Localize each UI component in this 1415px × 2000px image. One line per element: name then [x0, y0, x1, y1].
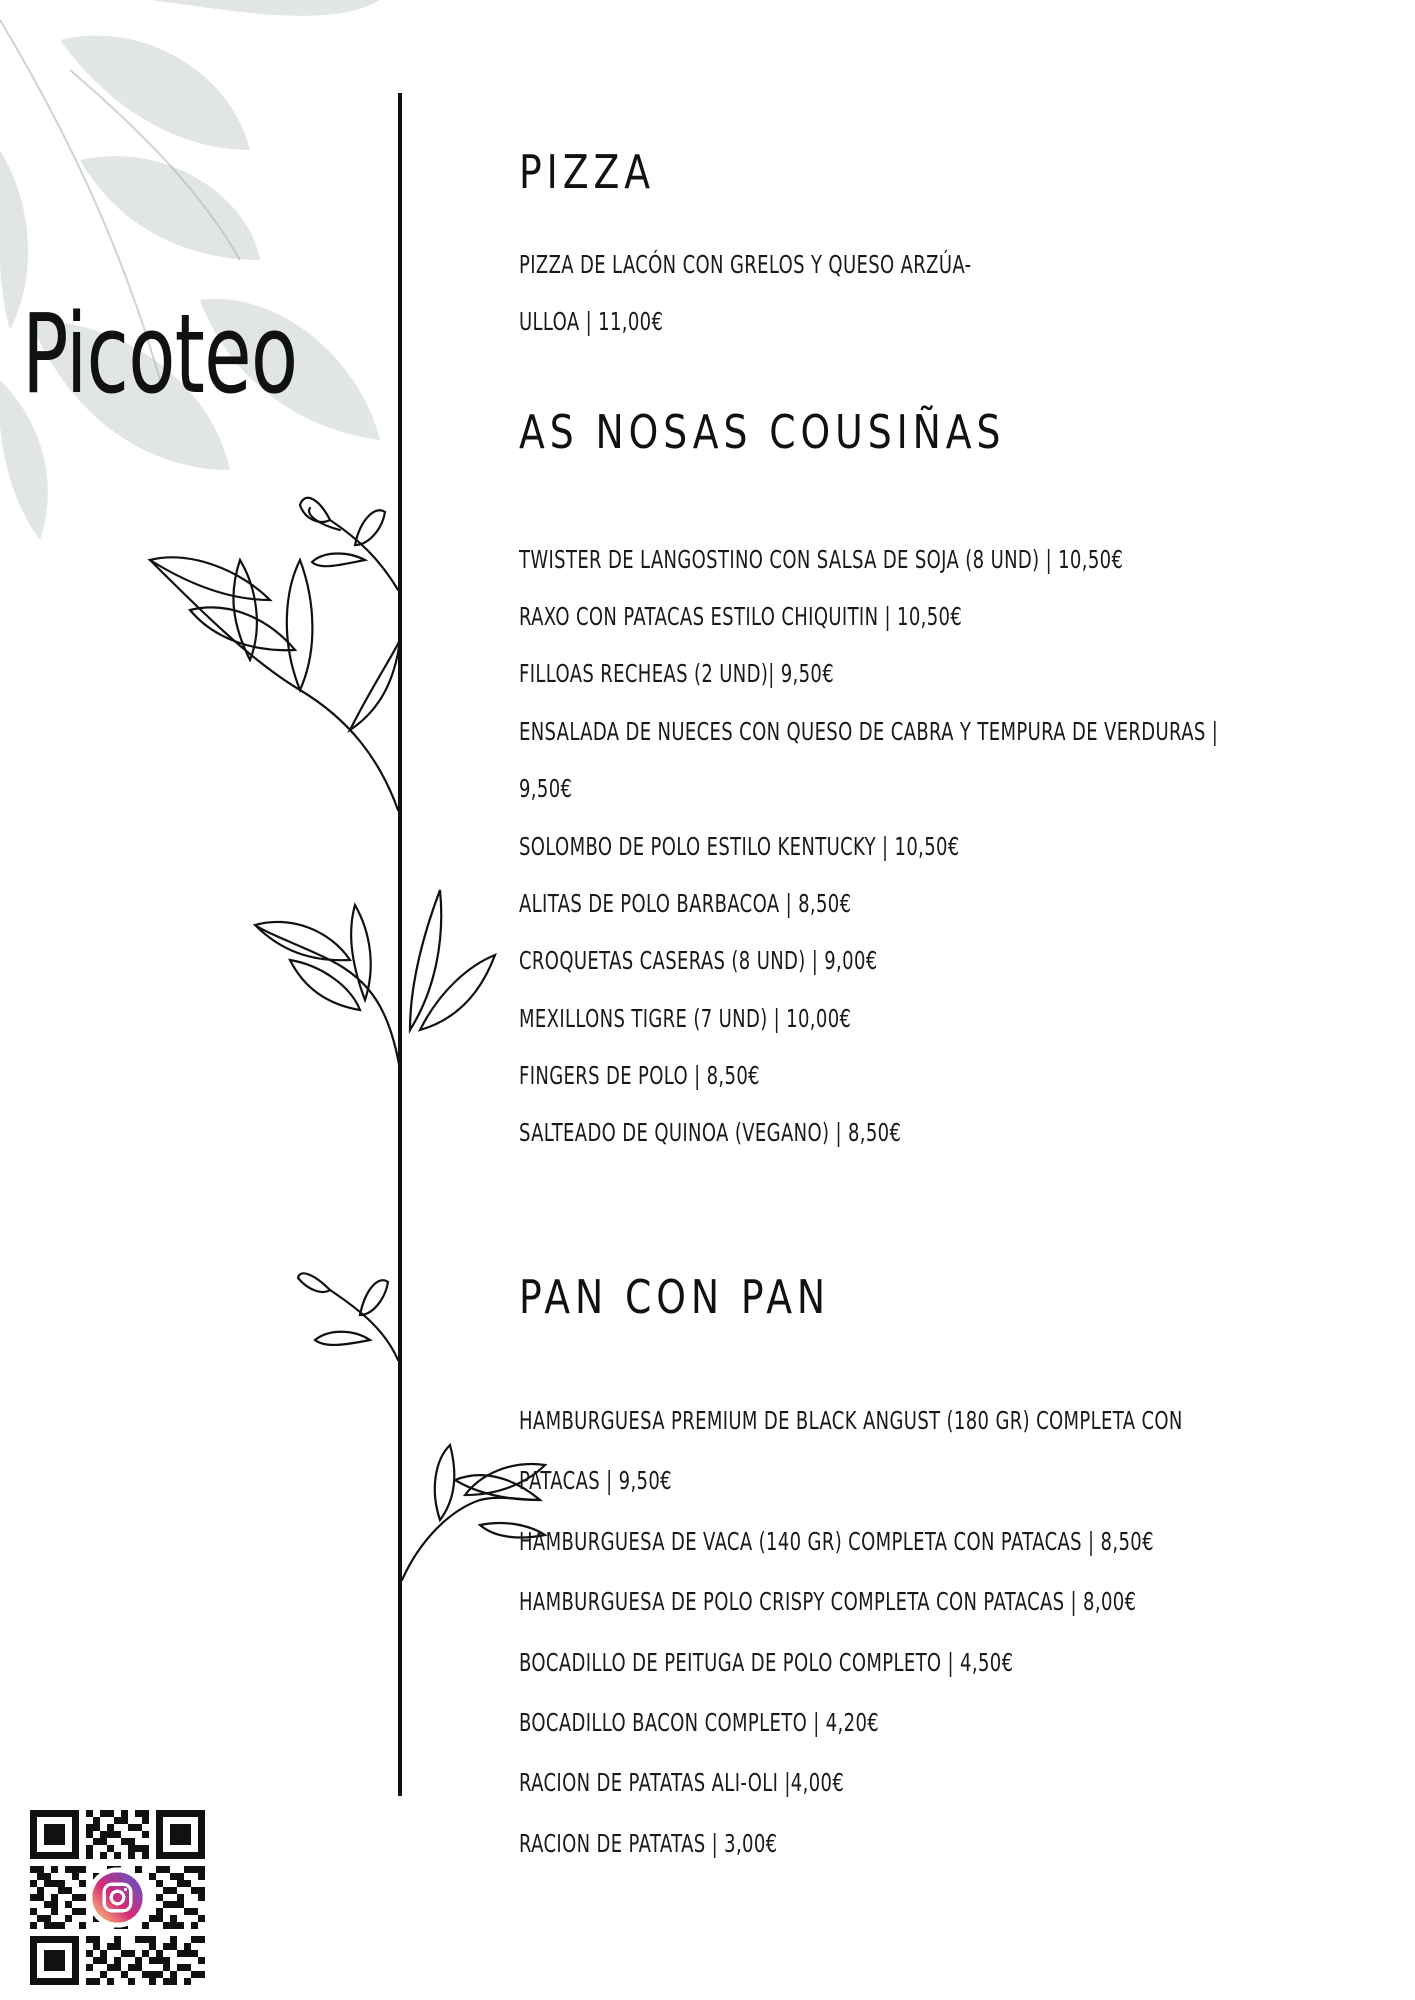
menu-item: PIZZA DE LACÓN CON GRELOS Y QUESO ARZÚA- [519, 250, 972, 279]
qr-code-icon[interactable] [30, 1810, 205, 1985]
menu-item: HAMBURGUESA DE VACA (140 GR) COMPLETA CON PATACAS | 8,50€ [519, 1527, 1154, 1556]
menu-item: RACION DE PATATAS | 3,00€ [519, 1829, 778, 1858]
menu-item: ENSALADA DE NUECES CON QUESO DE CABRA Y TEMPURA DE VERDURAS | [519, 717, 1219, 746]
menu-item: HAMBURGUESA DE POLO CRISPY COMPLETA CON PATACAS | 8,00€ [519, 1587, 1137, 1616]
menu-item: MEXILLONS TIGRE (7 UND) | 10,00€ [519, 1004, 852, 1033]
menu-item: BOCADILLO DE PEITUGA DE POLO COMPLETO | 4,50€ [519, 1648, 1014, 1677]
watercolor-leaves-decoration [0, 0, 430, 560]
menu-item: SALTEADO DE QUINOA (VEGANO) | 8,50€ [519, 1118, 902, 1147]
menu-item: HAMBURGUESA PREMIUM DE BLACK ANGUST (180 GR) COMPLETA CON [519, 1406, 1183, 1435]
menu-item: ALITAS DE POLO BARBACOA | 8,50€ [519, 889, 852, 918]
menu-item: 9,50€ [519, 774, 573, 803]
page-title: Picoteo [22, 290, 298, 418]
vertical-divider [398, 93, 402, 1796]
menu-item: RACION DE PATATAS ALI-OLI |4,00€ [519, 1768, 845, 1797]
instagram-icon [87, 1867, 147, 1927]
menu-item: FILLOAS RECHEAS (2 UND)| 9,50€ [519, 659, 835, 688]
menu-item: ULLOA | 11,00€ [519, 307, 664, 336]
menu-item: BOCADILLO BACON COMPLETO | 4,20€ [519, 1708, 880, 1737]
section-heading-as-nosas-cousinas: AS NOSAS COUSIÑAS [519, 405, 1006, 459]
menu-item: PATACAS | 9,50€ [519, 1466, 672, 1495]
menu-item: TWISTER DE LANGOSTINO CON SALSA DE SOJA (8 UND) | 10,50€ [519, 545, 1124, 574]
section-heading-pizza: PIZZA [519, 145, 655, 199]
menu-item: FINGERS DE POLO | 8,50€ [519, 1061, 760, 1090]
section-heading-pan-con-pan: PAN CON PAN [519, 1270, 831, 1324]
menu-item: SOLOMBO DE POLO ESTILO KENTUCKY | 10,50€ [519, 832, 960, 861]
menu-item: CROQUETAS CASERAS (8 UND) | 9,00€ [519, 946, 878, 975]
menu-item: RAXO CON PATACAS ESTILO CHIQUITIN | 10,50€ [519, 602, 963, 631]
